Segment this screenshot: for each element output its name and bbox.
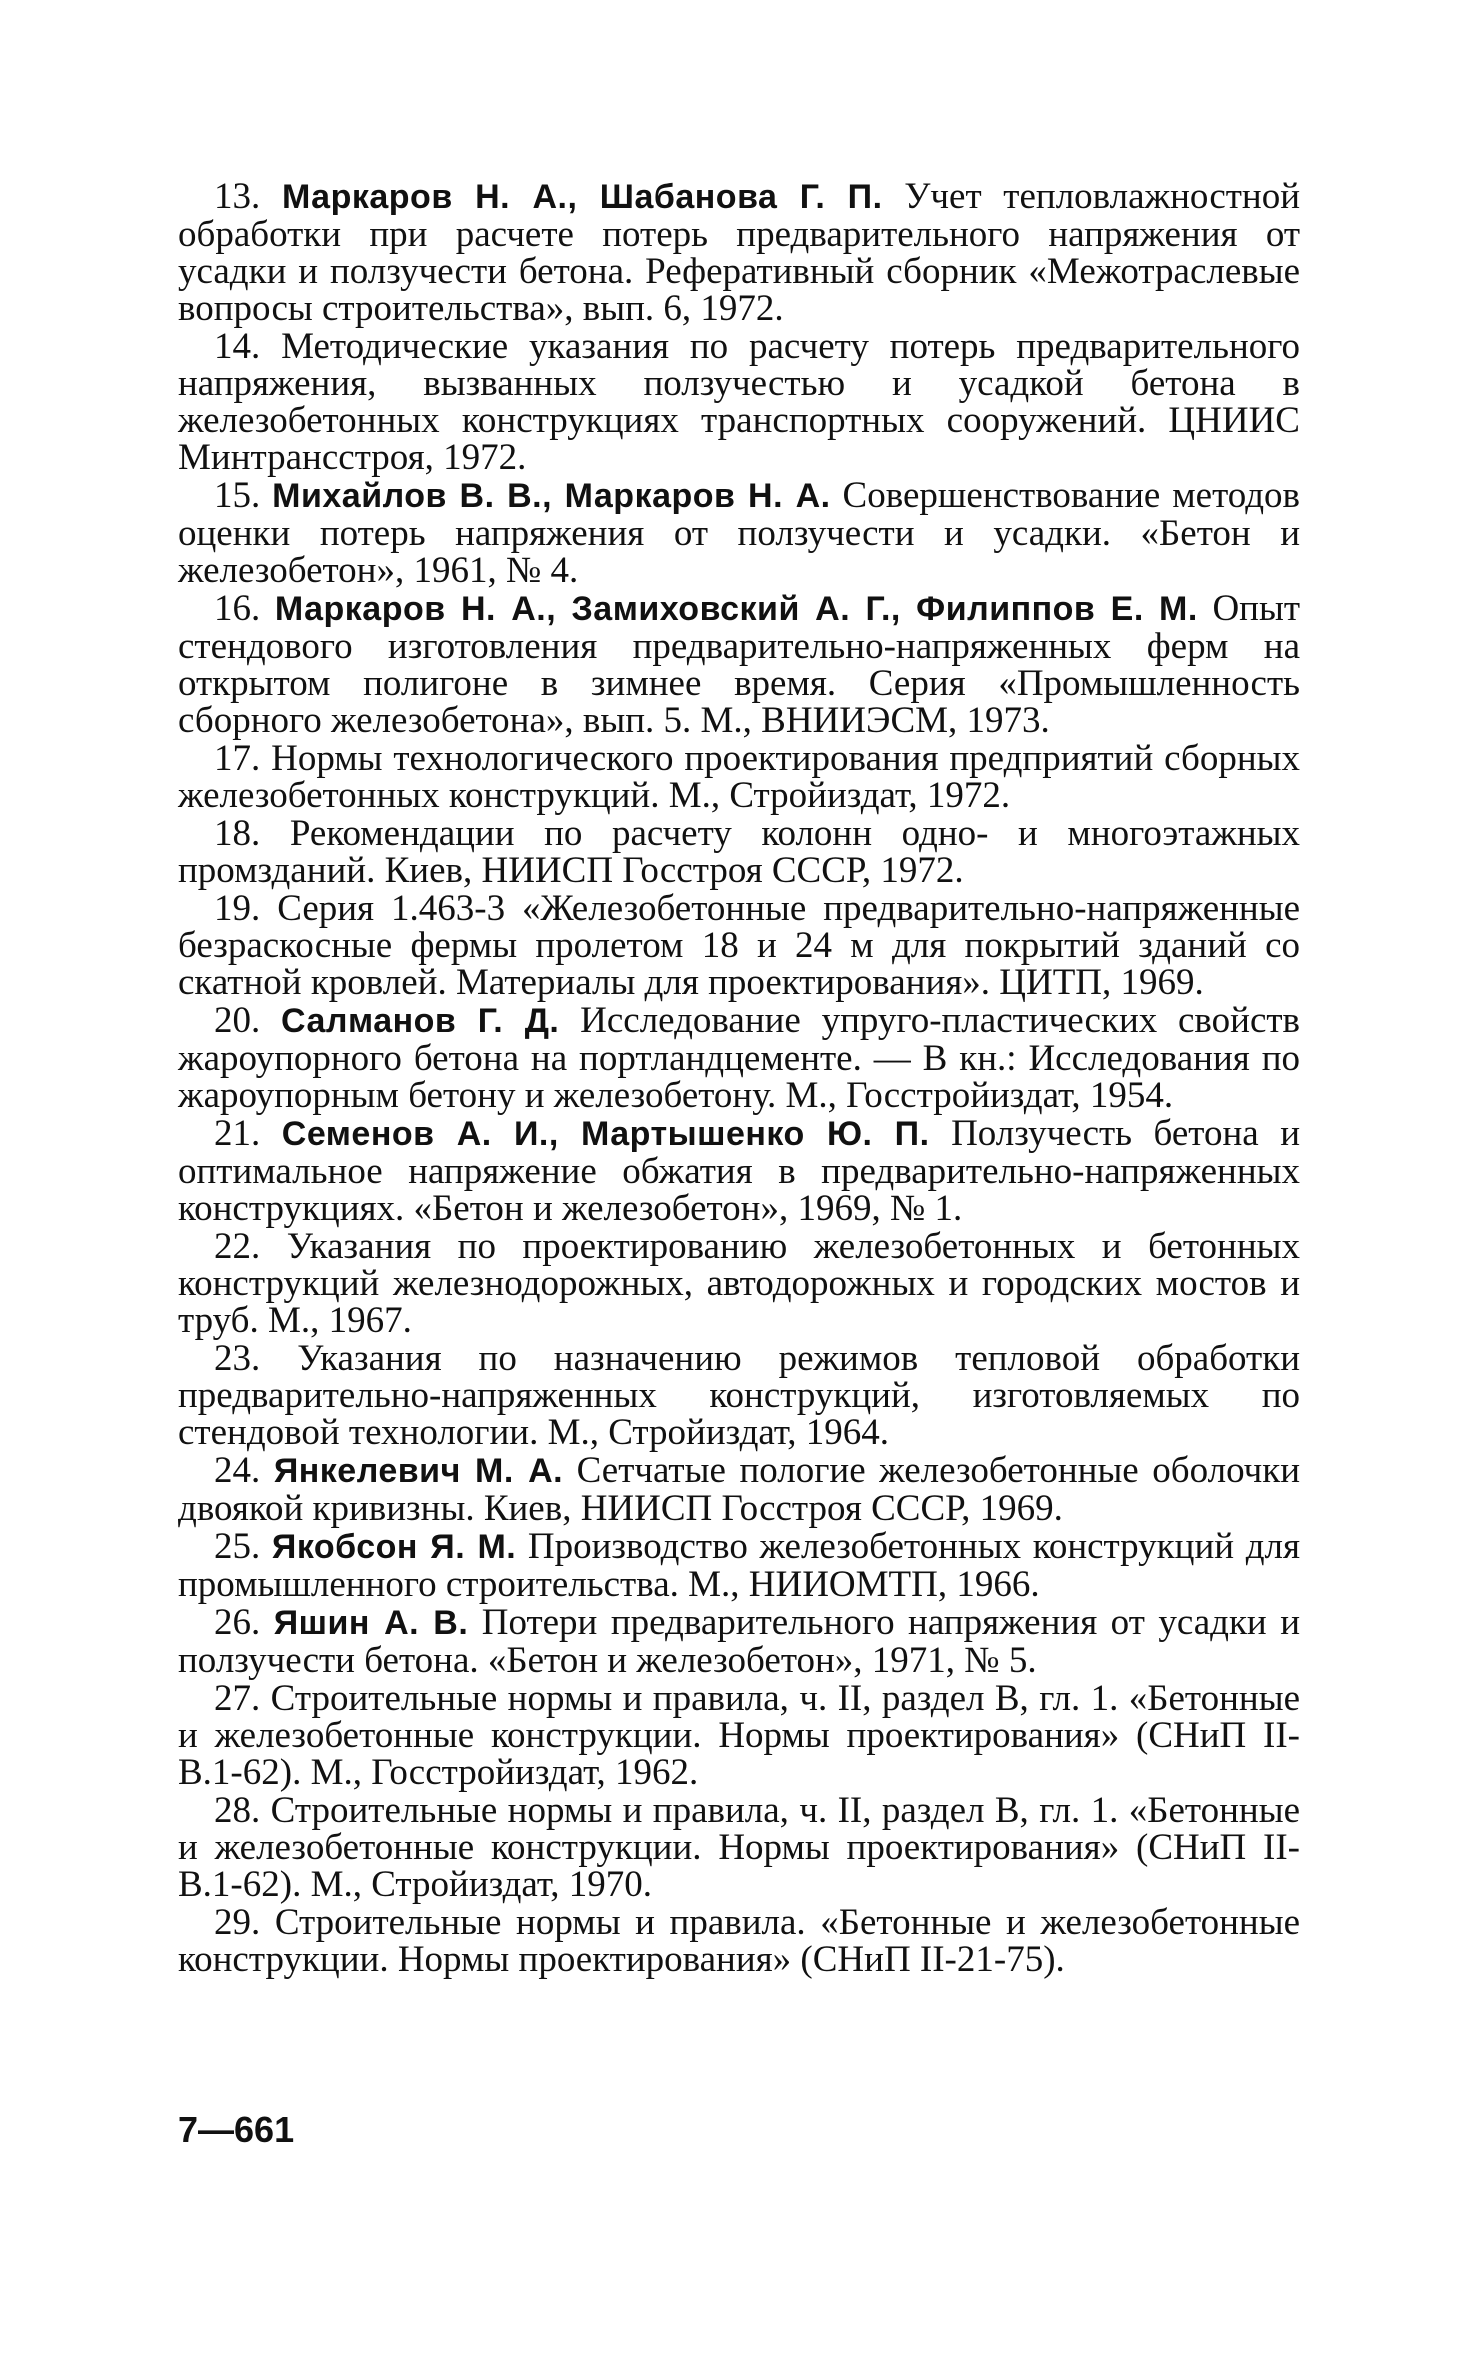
- reference-number: 26.: [214, 1602, 261, 1643]
- reference-number: 13.: [214, 176, 261, 217]
- reference-text: Серия 1.463-3 «Железобетонные предварительно-напряженные безраскосные фермы пролетом 18 и 24 м для покрытий зданий со скатной кровлей. Материалы для проектирования». ЦИТП, 1969.: [178, 888, 1300, 1003]
- reference-text: Учет тепловлажностной обработки при расчете потерь предварительного напряжения от усадки и ползучести бетона. Реферативный сборник «Межотраслевые вопросы строительства», вып. 6, 1972.: [178, 176, 1301, 329]
- reference-text: Ползучесть бетона и оптимальное напряжение обжатия в предварительно-напряженных конструкциях. «Бетон и железобетон», 1969, № 1.: [178, 1113, 1301, 1229]
- reference-authors: Яшин А. В.: [273, 1604, 469, 1642]
- reference-text: Исследование упруго-пластических свойств жароупорного бетона на портландцементе. — В кн.: Исследования по жароупорным бетону и железобетону. М., Госстройиздат, 1954.: [178, 1000, 1301, 1116]
- reference-number: 21.: [214, 1113, 261, 1154]
- reference-text: Указания по проектированию железобетонных и бетонных конструкций железнодорожных, автодорожных и городских мостов и труб. М., 1967.: [178, 1226, 1300, 1341]
- reference-number: 24.: [214, 1450, 261, 1491]
- reference-number: 19.: [214, 888, 261, 929]
- reference-text: Сетчатые пологие железобетонные оболочки двоякой кривизны. Киев, НИИСП Госстроя СССР, 1969.: [178, 1450, 1301, 1529]
- reference-item: [178, 328, 1300, 476]
- reference-number: 25.: [214, 1526, 261, 1567]
- reference-item: [178, 1452, 1300, 1527]
- reference-item: [178, 1792, 1300, 1903]
- reference-item: [178, 1115, 1300, 1227]
- reference-number: 14.: [214, 326, 261, 367]
- reference-text: Совершенствование методов оценки потерь напряжения от ползучести и усадки. «Бетон и железобетон», 1961, № 4.: [178, 475, 1301, 591]
- reference-item: [178, 1904, 1300, 1978]
- reference-authors: Семенов А. И., Мартышенко Ю. П.: [281, 1115, 930, 1153]
- reference-text: Производство железобетонных конструкций для промышленного строительства. М., НИИОМТП, 1966.: [178, 1526, 1300, 1605]
- reference-item: [178, 590, 1300, 739]
- reference-number: 16.: [214, 588, 261, 629]
- reference-text: Строительные нормы и правила, ч. II, раздел В, гл. 1. «Бетонные и железобетонные конструкции. Нормы проектирования» (СНиП II-В.1-62). М., Стройиздат, 1970.: [178, 1790, 1301, 1905]
- reference-item: [178, 740, 1300, 814]
- reference-item: [178, 178, 1300, 327]
- reference-item: [178, 1528, 1300, 1603]
- reference-number: 17.: [214, 738, 261, 779]
- reference-item: [178, 1228, 1300, 1339]
- reference-text: Потери предварительного напряжения от усадки и ползучести бетона. «Бетон и железобетон», 1971, № 5.: [178, 1602, 1300, 1681]
- reference-authors: Маркаров Н. А., Замиховский А. Г., Филиппов Е. М.: [274, 590, 1198, 628]
- reference-text: Методические указания по расчету потерь предварительного напряжения, вызванных ползучестью и усадкой бетона в железобетонных конструкциях транспортных сооружений. ЦНИИС Минтрансстроя, 1972.: [178, 326, 1300, 478]
- reference-authors: Михайлов В. В., Маркаров Н. А.: [272, 477, 831, 515]
- reference-item: [178, 1604, 1300, 1679]
- reference-authors: Салманов Г. Д.: [281, 1002, 560, 1040]
- reference-item: [178, 1680, 1300, 1791]
- printer-signature-mark: 7—661: [178, 2109, 295, 2150]
- reference-number: 23.: [214, 1338, 261, 1379]
- reference-text: Указания по назначению режимов тепловой обработки предварительно-напряженных конструкций, изготовляемых по стендовой технологии. М., Стройиздат, 1964.: [178, 1338, 1300, 1453]
- reference-authors: Якобсон Я. М.: [271, 1528, 517, 1566]
- reference-number: 18.: [214, 813, 261, 854]
- reference-item: [178, 890, 1300, 1001]
- reference-text: Опыт стендового изготовления предварительно-напряженных ферм на открытом полигоне в зимнее время. Серия «Промышленность сборного железобетона», вып. 5. М., ВНИИЭСМ, 1973.: [178, 588, 1301, 741]
- reference-number: 27.: [214, 1678, 261, 1719]
- reference-text: Строительные нормы и правила, ч. II, раздел В, гл. 1. «Бетонные и железобетонные конструкции. Нормы проектирования» (СНиП II-В.1-62). М., Госстройиздат, 1962.: [178, 1678, 1301, 1793]
- reference-number: 20.: [214, 1000, 261, 1041]
- reference-number: 22.: [214, 1226, 261, 1267]
- reference-item: [178, 815, 1300, 889]
- reference-number: 29.: [214, 1902, 261, 1943]
- reference-item: [178, 1002, 1300, 1114]
- reference-number: 15.: [214, 475, 261, 516]
- reference-list: [178, 178, 1300, 1979]
- reference-item: [178, 1340, 1300, 1451]
- reference-text: Нормы технологического проектирования предприятий сборных железобетонных конструкций. М., Стройиздат, 1972.: [178, 738, 1300, 816]
- reference-item: [178, 477, 1300, 589]
- reference-number: 28.: [214, 1790, 261, 1831]
- reference-authors: Маркаров Н. А., Шабанова Г. П.: [281, 178, 883, 216]
- reference-text: Строительные нормы и правила. «Бетонные и железобетонные конструкции. Нормы проектирования» (СНиП II-21-75).: [178, 1902, 1301, 1980]
- reference-text: Рекомендации по расчету колонн одно- и многоэтажных промзданий. Киев, НИИСП Госстроя СССР, 1972.: [178, 813, 1300, 891]
- reference-authors: Янкелевич М. А.: [273, 1452, 564, 1490]
